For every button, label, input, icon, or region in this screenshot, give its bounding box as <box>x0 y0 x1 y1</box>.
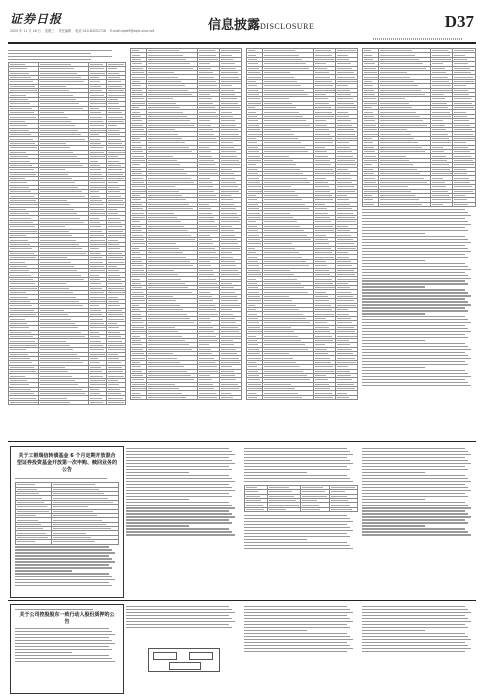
editor-label: 责任编辑 <box>58 29 72 33</box>
table-row <box>245 507 358 511</box>
fund-table-3 <box>246 48 358 400</box>
announcement-box-1 <box>10 446 124 598</box>
email: E-mail:zqrb9@zqrb.sina.net <box>110 29 155 33</box>
fund-table-2 <box>130 48 242 400</box>
fund-table-1 <box>8 62 126 405</box>
middle-column-4 <box>362 446 476 596</box>
phone: 电话 010-83251716 <box>75 29 107 33</box>
section-divider <box>8 441 476 442</box>
table-row <box>247 395 358 399</box>
announcement-heading-2: 关于公司控股股东一致行动人股份质押的公告 <box>19 612 115 626</box>
fund-table-4 <box>362 48 476 207</box>
table-row <box>9 400 126 404</box>
section-title: 信息披露DISCLOSURE <box>208 18 315 33</box>
bottom-column-4 <box>362 604 476 692</box>
column-4-text <box>362 209 476 386</box>
column-2 <box>130 48 242 438</box>
section-title-en: DISCLOSURE <box>260 22 315 31</box>
announcement-box-2 <box>10 604 124 694</box>
column-1 <box>8 48 126 438</box>
masthead-meta <box>10 28 157 33</box>
table-row <box>16 540 119 544</box>
announcement-heading-1: 关于工银瑞信转债基金 6 个月定期开放混合型证券投资基金开放第一次申购、赎回业务的公告 <box>17 453 118 473</box>
page-number: D37 <box>444 12 474 31</box>
section-divider-2 <box>8 600 476 601</box>
middle-table-3 <box>244 485 358 512</box>
bottom-column-2 <box>126 604 240 692</box>
ownership-diagram <box>148 648 220 672</box>
bottom-column-3 <box>244 604 358 692</box>
decorative-rule <box>373 38 463 40</box>
middle-column-3 <box>244 446 358 596</box>
table-row <box>363 202 476 206</box>
announcement-table-1 <box>15 482 119 544</box>
table-row <box>131 395 242 399</box>
masthead <box>8 8 476 44</box>
issue-weekday: 星期三 <box>44 29 55 33</box>
issue-date: 2020 年 11 月 18 日 <box>10 29 41 33</box>
newspaper-logo: 证券日报 <box>10 12 63 26</box>
column-3 <box>246 48 358 438</box>
column-4 <box>362 48 476 438</box>
middle-column-2 <box>126 446 240 596</box>
